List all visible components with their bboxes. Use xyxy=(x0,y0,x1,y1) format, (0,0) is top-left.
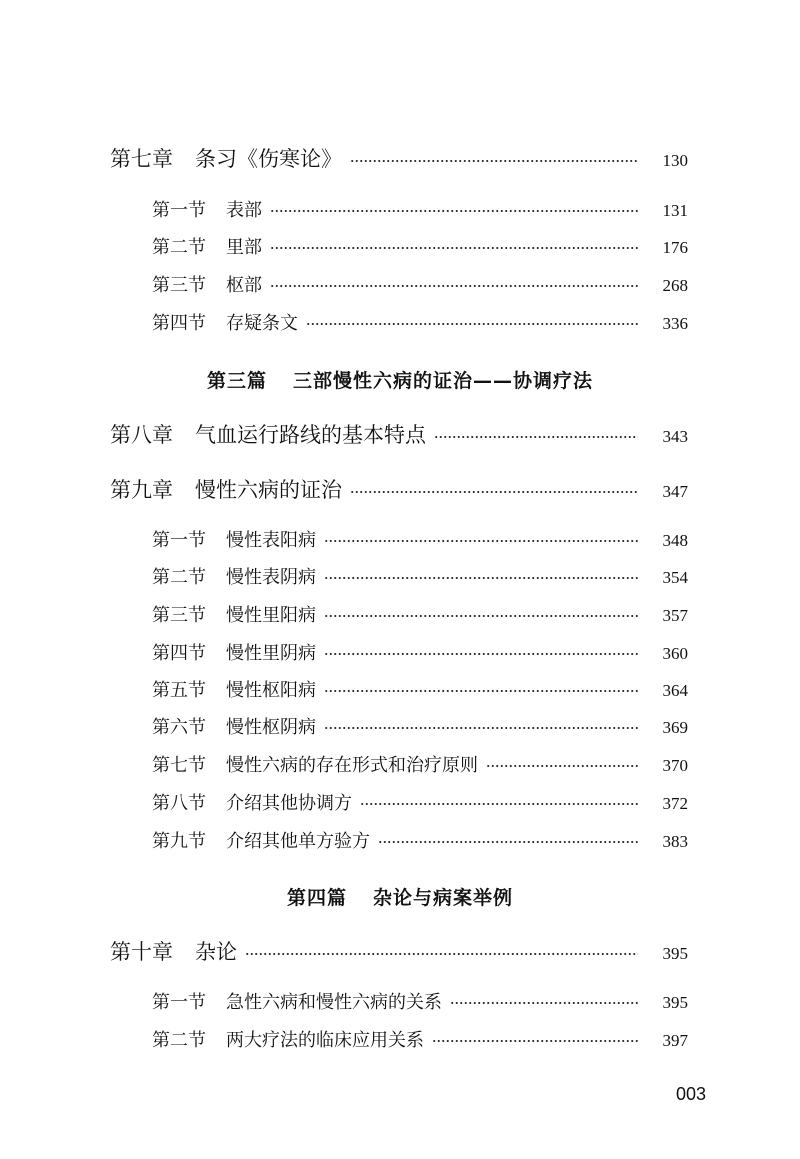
page-ref: 360 xyxy=(662,644,688,663)
page-ref: 354 xyxy=(662,568,688,587)
section-entry xyxy=(152,233,688,259)
section-entry xyxy=(152,751,688,777)
section-title: 存疑条文 xyxy=(226,313,298,334)
section-number: 第八节 xyxy=(152,793,206,814)
section-title: 两大疗法的临床应用关系 xyxy=(226,1030,424,1051)
section-number: 第三节 xyxy=(152,275,206,296)
chapter-entry xyxy=(110,474,688,504)
section-entry xyxy=(152,789,688,815)
section-entry xyxy=(152,601,688,627)
section-entry xyxy=(152,713,688,739)
section-entry xyxy=(152,271,688,297)
page-ref: 130 xyxy=(662,151,688,170)
dot-leader xyxy=(270,285,638,287)
dot-leader xyxy=(350,160,638,162)
section-title: 里部 xyxy=(226,237,262,258)
page-ref: 364 xyxy=(662,681,688,700)
section-number: 第四节 xyxy=(152,643,206,664)
page-ref: 395 xyxy=(662,944,688,963)
section-number: 第二节 xyxy=(152,1030,206,1051)
dot-leader xyxy=(360,803,638,805)
section-number: 第三节 xyxy=(152,605,206,626)
page-ref: 395 xyxy=(662,993,688,1012)
chapter-entry xyxy=(110,936,688,966)
section-number: 第七节 xyxy=(152,755,206,776)
part-heading xyxy=(0,366,800,393)
part-title: 杂论与病案举例 xyxy=(373,887,514,909)
section-entry xyxy=(152,676,688,702)
section-number: 第二节 xyxy=(152,237,206,258)
page-ref: 347 xyxy=(662,482,688,501)
section-entry xyxy=(152,526,688,552)
section-number: 第一节 xyxy=(152,530,206,551)
page-ref: 131 xyxy=(662,201,688,220)
chapter-entry xyxy=(110,419,688,449)
dot-leader xyxy=(270,247,638,249)
page-ref: 176 xyxy=(662,238,688,257)
page-ref: 372 xyxy=(662,794,688,813)
section-entry xyxy=(152,563,688,589)
section-number: 第一节 xyxy=(152,200,206,221)
page-ref: 369 xyxy=(662,718,688,737)
page-ref: 348 xyxy=(662,531,688,550)
section-entry xyxy=(152,309,688,335)
dot-leader xyxy=(324,577,638,579)
page-ref: 336 xyxy=(662,314,688,333)
section-title: 慢性表阴病 xyxy=(226,567,316,588)
section-title: 介绍其他单方验方 xyxy=(226,831,370,852)
chapter-title: 杂论 xyxy=(195,940,237,964)
chapter-number: 第十章 xyxy=(110,940,173,964)
chapter-entry xyxy=(110,143,688,173)
section-title: 急性六病和慢性六病的关系 xyxy=(226,992,442,1013)
part-title: 三部慢性六病的证治——协调疗法 xyxy=(293,370,594,392)
section-entry xyxy=(152,639,688,665)
page-ref: 343 xyxy=(662,427,688,446)
page-ref: 268 xyxy=(662,276,688,295)
chapter-title: 气血运行路线的基本特点 xyxy=(195,423,426,447)
dot-leader xyxy=(434,436,638,438)
section-number: 第一节 xyxy=(152,992,206,1013)
chapter-title: 条习《伤寒论》 xyxy=(195,147,342,171)
section-number: 第六节 xyxy=(152,717,206,738)
dot-leader xyxy=(324,540,638,542)
dot-leader xyxy=(306,323,638,325)
dot-leader xyxy=(486,765,638,767)
section-title: 慢性六病的存在形式和治疗原则 xyxy=(226,755,478,776)
section-entry xyxy=(152,196,688,222)
section-title: 慢性枢阳病 xyxy=(226,680,316,701)
section-title: 枢部 xyxy=(226,275,262,296)
section-number: 第九节 xyxy=(152,831,206,852)
chapter-number: 第九章 xyxy=(110,478,173,502)
section-number: 第二节 xyxy=(152,567,206,588)
part-number: 第四篇 xyxy=(286,887,347,909)
page-number: 003 xyxy=(675,1084,706,1104)
dot-leader xyxy=(324,653,638,655)
part-heading xyxy=(0,883,800,910)
chapter-title: 慢性六病的证治 xyxy=(195,478,342,502)
dot-leader xyxy=(432,1040,638,1042)
dot-leader xyxy=(245,953,638,955)
dot-leader xyxy=(324,690,638,692)
section-title: 慢性表阳病 xyxy=(226,530,316,551)
page-ref: 397 xyxy=(662,1031,688,1050)
page-ref: 370 xyxy=(662,756,688,775)
page-ref: 383 xyxy=(662,832,688,851)
dot-leader xyxy=(350,491,638,493)
section-title: 慢性里阴病 xyxy=(226,643,316,664)
dot-leader xyxy=(324,727,638,729)
section-entry xyxy=(152,827,688,853)
part-number: 第三篇 xyxy=(206,370,267,392)
dot-leader xyxy=(270,210,638,212)
dot-leader xyxy=(324,615,638,617)
dot-leader xyxy=(378,841,638,843)
section-title: 表部 xyxy=(226,200,262,221)
section-number: 第四节 xyxy=(152,313,206,334)
section-entry xyxy=(152,988,688,1014)
section-entry xyxy=(152,1026,688,1052)
section-title: 慢性里阳病 xyxy=(226,605,316,626)
chapter-number: 第八章 xyxy=(110,423,173,447)
section-title: 慢性枢阴病 xyxy=(226,717,316,738)
section-title: 介绍其他协调方 xyxy=(226,793,352,814)
page-ref: 357 xyxy=(662,606,688,625)
chapter-number: 第七章 xyxy=(110,147,173,171)
dot-leader xyxy=(450,1002,638,1004)
section-number: 第五节 xyxy=(152,680,206,701)
